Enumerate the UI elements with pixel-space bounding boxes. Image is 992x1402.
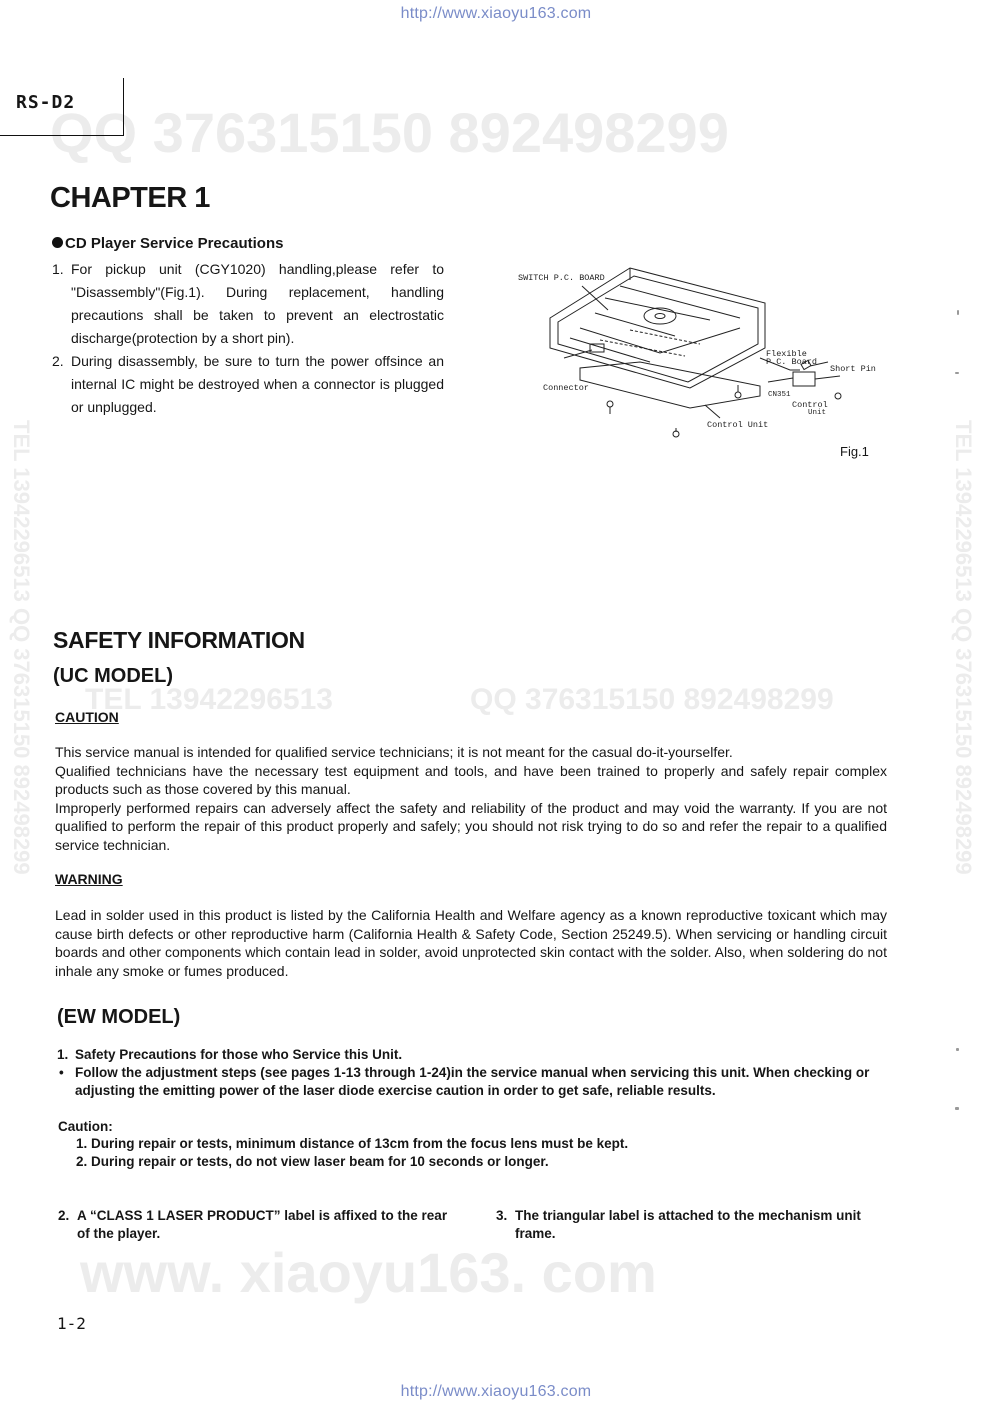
ew-instructions xyxy=(57,1046,877,1100)
label-item-3 xyxy=(496,1207,876,1243)
precaution-item xyxy=(52,350,444,419)
scan-speck xyxy=(956,1048,959,1051)
precautions-heading-text: CD Player Service Precautions xyxy=(65,235,284,252)
precautions-heading xyxy=(52,235,283,252)
scan-speck xyxy=(955,1107,959,1110)
ew-bullet-mark: • xyxy=(59,1065,64,1080)
caution-line: Qualified technicians have the necessary test equipment and tools, and have been trained to properly and safely repair complex products such as those covered by this manual. xyxy=(55,762,887,797)
label-item-2 xyxy=(58,1207,453,1243)
scan-speck xyxy=(955,372,959,374)
ew-model-heading: (EW MODEL) xyxy=(57,1006,181,1028)
watermark-top: QQ 376315150 892498299 xyxy=(50,101,729,164)
caution-paragraph xyxy=(55,743,887,854)
label-pc-board: P.C. Board xyxy=(766,357,818,367)
label-item-3-number: 3. xyxy=(496,1208,508,1223)
watermark-side-right: TEL 13942296513 QQ 376315150 892498299 xyxy=(951,420,976,875)
label-cn351: CN351 xyxy=(768,391,791,399)
precaution-item xyxy=(52,258,444,350)
safety-title: SAFETY INFORMATION xyxy=(53,627,305,653)
header-rule-horizontal xyxy=(0,135,124,136)
precaution-number: 2. xyxy=(52,353,64,369)
label-unit: Unit xyxy=(808,409,827,417)
label-flexible: Flexible xyxy=(766,349,807,359)
label-item-3-text: The triangular label is attached to the mechanism unit frame. xyxy=(515,1208,861,1241)
watermark-qq: QQ 376315150 892498299 xyxy=(470,683,834,716)
warning-label: WARNING xyxy=(55,871,123,887)
uc-model-heading: (UC MODEL) xyxy=(53,665,173,687)
label-control-unit: Control Unit xyxy=(707,420,769,430)
warning-paragraph: Lead in solder used in this product is listed by the California Health and Welfare agency as a known reproductive toxicant which may cause birth defects or other reproductive harm (California Health & Safety Code, Section 25249.5). When servicing or handling circuit boards and other components which contain lead in solder, avoid unprotected skin contact with the solder. Also, when soldering do not inhale any smoke or fumes produced. xyxy=(55,907,887,979)
label-switch-board: SWITCH P.C. BOARD xyxy=(518,273,605,283)
caution-line: This service manual is intended for qualified service technicians; it is not meant for the casual do-it-yourselfer. xyxy=(55,744,733,760)
ew-bullet-text: Follow the adjustment steps (see pages 1-13 through 1-24)in the service manual when servicing this unit. When checking or adjusting the emitting power of the laser diode exercise caution in order to get safe, reliable results. xyxy=(75,1065,870,1098)
watermark-side-left: TEL 13942296513 QQ 376315150 892498299 xyxy=(9,420,34,875)
precautions-list xyxy=(52,258,444,419)
watermark-tel: TEL 13942296513 xyxy=(85,683,333,716)
caution2-item: 1. During repair or tests, minimum distance of 13cm from the focus lens must be kept. xyxy=(76,1136,629,1151)
label-control: Control xyxy=(792,400,828,410)
scan-speck xyxy=(957,310,959,315)
label-connector: Connector xyxy=(543,383,589,393)
model-code: RS-D2 xyxy=(16,92,76,113)
caution-line: Improperly performed repairs can adversely affect the safety and reliability of the product and may void the warranty. If you are not qualified to perform the repair of this product properly and safely; you should not risk trying to do so and refer the repair to a qualified service technician. xyxy=(55,799,887,853)
precaution-text: For pickup unit (CGY1020) handling,please refer to "Disassembly"(Fig.1). During replacement, handling precautions shall be taken to prevent an electrostatic discharge(protection by a short pin). xyxy=(71,261,444,346)
precaution-number: 1. xyxy=(52,261,64,277)
figure-caption: Fig.1 xyxy=(840,444,869,459)
caution2-list xyxy=(76,1135,876,1171)
label-item-2-text: A “CLASS 1 LASER PRODUCT” label is affixed to the rear of the player. xyxy=(77,1208,448,1241)
label-short-pin: Short Pin xyxy=(830,364,876,374)
ew-bullet-item xyxy=(57,1064,877,1100)
label-item-2-number: 2. xyxy=(58,1208,70,1223)
ew-item-1 xyxy=(57,1046,877,1064)
caution2-label: Caution: xyxy=(58,1119,113,1134)
caution2-item: 2. During repair or tests, do not view laser beam for 10 seconds or longer. xyxy=(76,1154,549,1169)
bullet-dot-icon xyxy=(52,237,63,248)
watermark-bottom: www. xiaoyu163. com xyxy=(80,1241,657,1304)
ew-item-1-text: Safety Precautions for those who Service this Unit. xyxy=(75,1047,403,1062)
header-url-link[interactable]: http://www.xiaoyu163.com xyxy=(400,5,592,22)
chapter-title: CHAPTER 1 xyxy=(50,182,210,214)
mechanism-diagram xyxy=(510,258,890,438)
caution-label: CAUTION xyxy=(55,709,119,725)
header-rule-vertical xyxy=(123,78,124,136)
page-number: 1-2 xyxy=(57,1314,86,1333)
ew-item-1-number: 1. xyxy=(57,1047,69,1062)
precaution-text: During disassembly, be sure to turn the power offsince an internal IC might be destroyed when a connector is plugged or unplugged. xyxy=(71,353,444,415)
footer-url-link[interactable]: http://www.xiaoyu163.com xyxy=(400,1383,592,1400)
